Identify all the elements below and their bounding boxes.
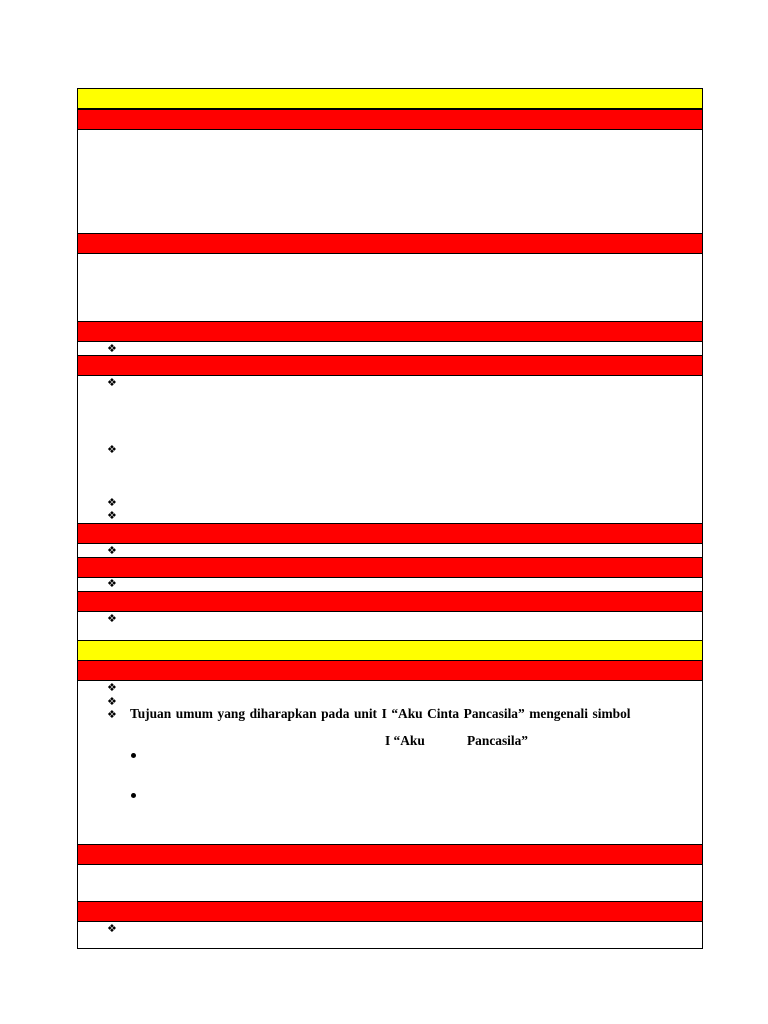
red-section-band xyxy=(77,844,703,865)
red-section-band xyxy=(77,355,703,376)
red-section-band xyxy=(77,901,703,922)
yellow-header-band xyxy=(77,88,703,109)
red-section-band xyxy=(77,557,703,578)
diamond-bullet-icon: ❖ xyxy=(107,708,117,721)
yellow-header-band xyxy=(77,640,703,661)
red-section-band xyxy=(77,233,703,254)
diamond-bullet-icon: ❖ xyxy=(107,577,117,590)
round-bullet-icon xyxy=(131,753,136,758)
goal-sentence: Tujuan umum yang diharapkan pada unit I “Aku Cinta Pancasila” mengenali simbol xyxy=(130,706,631,721)
goal-fragment-left: I “Aku xyxy=(385,733,425,748)
diamond-bullet-icon: ❖ xyxy=(107,342,117,355)
red-section-band xyxy=(77,660,703,681)
diamond-bullet-icon: ❖ xyxy=(107,509,117,522)
diamond-bullet-icon: ❖ xyxy=(107,612,117,625)
diamond-bullet-icon: ❖ xyxy=(107,681,117,694)
diamond-bullet-icon: ❖ xyxy=(107,544,117,557)
diamond-bullet-icon: ❖ xyxy=(107,695,117,708)
round-bullet-icon xyxy=(131,793,136,798)
red-section-band xyxy=(77,523,703,544)
diamond-bullet-icon: ❖ xyxy=(107,376,117,389)
red-section-band xyxy=(77,591,703,612)
diamond-bullet-icon: ❖ xyxy=(107,496,117,509)
document-frame xyxy=(77,88,703,949)
goal-fragment-right: Pancasila” xyxy=(467,733,529,748)
red-section-band xyxy=(77,321,703,342)
diamond-bullet-icon: ❖ xyxy=(107,922,117,935)
red-section-band xyxy=(77,109,703,130)
diamond-bullet-icon: ❖ xyxy=(107,443,117,456)
